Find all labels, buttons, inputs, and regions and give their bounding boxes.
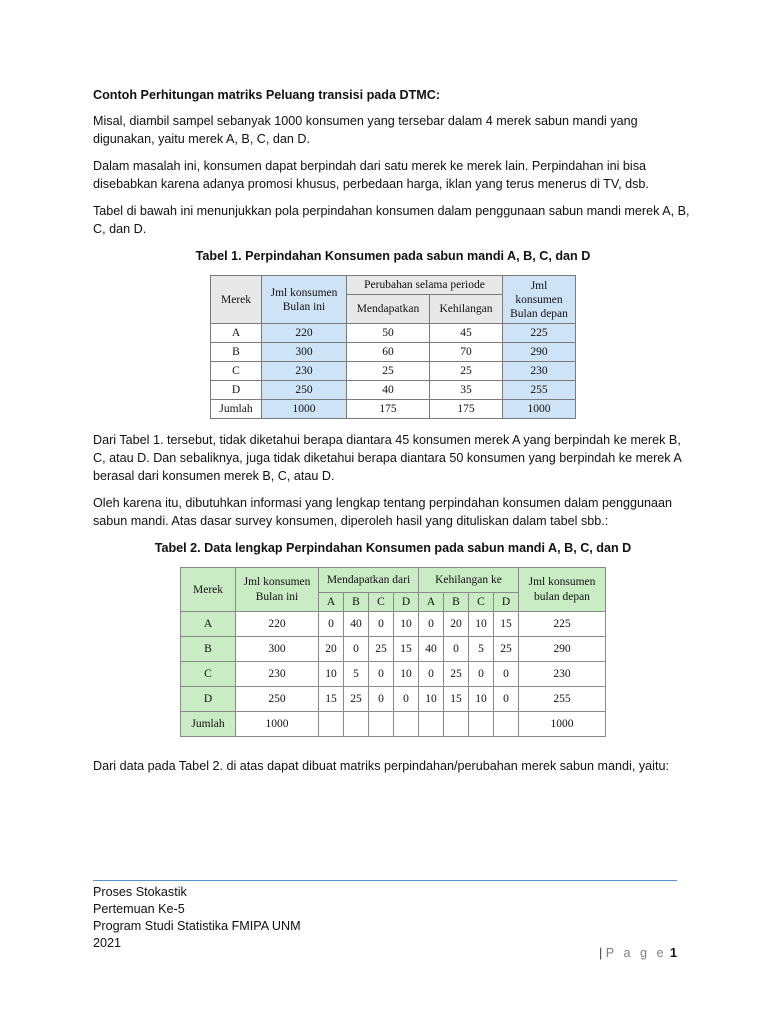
table1-cell: 250: [262, 381, 347, 400]
table2-cell: 40: [344, 612, 369, 637]
table2-cell: 40: [419, 637, 444, 662]
table2-cell: 0: [344, 637, 369, 662]
table1-cell: 1000: [503, 400, 576, 419]
table2-cell: B: [181, 637, 236, 662]
table2-cell: 290: [519, 637, 606, 662]
table1-cell: 1000: [262, 400, 347, 419]
table2-cell: 25: [344, 687, 369, 712]
table2-subheader: D: [394, 593, 419, 612]
table2-row: [181, 612, 606, 637]
table1-header-mendapatkan: Mendapatkan: [347, 295, 430, 324]
table1-cell: B: [211, 343, 262, 362]
table2-cell: 25: [494, 637, 519, 662]
table1-cell: 255: [503, 381, 576, 400]
table2-cell: 15: [319, 687, 344, 712]
table2-cell: 5: [469, 637, 494, 662]
table2-header-jml-depan: Jml konsumen bulan depan: [519, 568, 606, 612]
table2-cell: 230: [519, 662, 606, 687]
table2-cell: [319, 712, 344, 737]
table1-cell: 25: [430, 362, 503, 381]
table2-subheader: C: [469, 593, 494, 612]
table1-cell: 60: [347, 343, 430, 362]
page-label: P a g e: [605, 946, 667, 960]
table2-cell: 0: [319, 612, 344, 637]
table2-row: [181, 637, 606, 662]
paragraph-6: Dari data pada Tabel 2. di atas dapat dibuat matriks perpindahan/perubahan merek sabun mandi, yaitu:: [93, 759, 669, 773]
table2-cell: 10: [394, 612, 419, 637]
table2-cell: [344, 712, 369, 737]
table2-cell: 0: [394, 687, 419, 712]
table1-cell: 45: [430, 324, 503, 343]
table2-subheader: B: [444, 593, 469, 612]
table2-header-merek: Merek: [181, 568, 236, 612]
table1-cell: D: [211, 381, 262, 400]
table2-cell: [419, 712, 444, 737]
table2-row: [181, 712, 606, 737]
table2-cell: 0: [419, 662, 444, 687]
table1-cell: 290: [503, 343, 576, 362]
table2-cell: 1000: [236, 712, 319, 737]
table2-header-jml-ini: Jml konsumen Bulan ini: [236, 568, 319, 612]
table2-cell: [444, 712, 469, 737]
table2-subheader: B: [344, 593, 369, 612]
table1-cell: 40: [347, 381, 430, 400]
table2-cell: 0: [369, 687, 394, 712]
table2-cell: 225: [519, 612, 606, 637]
table1-cell: 175: [430, 400, 503, 419]
table1-row: [211, 362, 576, 381]
table2-cell: 10: [469, 687, 494, 712]
table1-row: [211, 381, 576, 400]
paragraph-5: Oleh karena itu, dibutuhkan informasi yang lengkap tentang perpindahan konsumen dalam penggunaan sabun mandi. Atas dasar survey konsumen, diperoleh hasil yang dituliskan dalam tabel sbb.:: [93, 496, 673, 528]
table2-cell: 25: [369, 637, 394, 662]
footer-meeting: Pertemuan Ke-5: [93, 902, 185, 916]
table2-row: [181, 687, 606, 712]
table2-cell: 255: [519, 687, 606, 712]
paragraph-3: Tabel di bawah ini menunjukkan pola perpindahan konsumen dalam penggunaan sabun mandi merek A, B, C, dan D.: [93, 204, 690, 236]
table1-row: [211, 324, 576, 343]
table2-header-mendapatkan-dari: Mendapatkan dari: [319, 568, 419, 593]
paragraph-2: Dalam masalah ini, konsumen dapat berpindah dari satu merek ke merek lain. Perpindahan ini bisa disebabkan karena adanya promosi khusus, perbedaan harga, iklan yang terus menerus di TV, dsb.: [93, 159, 649, 191]
table2-cell: [369, 712, 394, 737]
table1-cell: 35: [430, 381, 503, 400]
table2-cell: 0: [494, 687, 519, 712]
table2-cell: 25: [444, 662, 469, 687]
table2-cell: [469, 712, 494, 737]
table1-cell: Jumlah: [211, 400, 262, 419]
page-footer: [93, 880, 677, 952]
table1-header-kehilangan: Kehilangan: [430, 295, 503, 324]
table2-cell: D: [181, 687, 236, 712]
table2-cell: 10: [319, 662, 344, 687]
table1-caption: Tabel 1. Perpindahan Konsumen pada sabun mandi A, B, C, dan D: [195, 249, 591, 263]
table2-subheader: A: [419, 593, 444, 612]
paragraph-1: Misal, diambil sampel sebanyak 1000 konsumen yang tersebar dalam 4 merek sabun mandi yang digunakan, yaitu merek A, B, C, dan D.: [93, 114, 638, 146]
table1-row: [211, 400, 576, 419]
page-number-value: 1: [669, 946, 677, 960]
table2-cell: [394, 712, 419, 737]
table2-cell: 20: [444, 612, 469, 637]
table2: [180, 567, 606, 737]
footer-year: 2021: [93, 936, 122, 950]
table1-cell: 70: [430, 343, 503, 362]
table1-cell: 220: [262, 324, 347, 343]
table1-header-jml-depan: Jml konsumen Bulan depan: [503, 276, 576, 324]
table1-cell: A: [211, 324, 262, 343]
table2-cell: 300: [236, 637, 319, 662]
table2-cell: 0: [419, 612, 444, 637]
table1-cell: C: [211, 362, 262, 381]
table2-subheader: D: [494, 593, 519, 612]
table2-cell: 0: [369, 662, 394, 687]
table1-cell: 25: [347, 362, 430, 381]
table2-cell: 1000: [519, 712, 606, 737]
table2-cell: 0: [494, 662, 519, 687]
table2-cell: 15: [394, 637, 419, 662]
table2-header-kehilangan-ke: Kehilangan ke: [419, 568, 519, 593]
table2-cell: 15: [444, 687, 469, 712]
table1-header-jml-ini: Jml konsumen Bulan ini: [262, 276, 347, 324]
table2-cell: 20: [319, 637, 344, 662]
table1-cell: 300: [262, 343, 347, 362]
table2-cell: 220: [236, 612, 319, 637]
table1-header-merek: Merek: [211, 276, 262, 324]
table2-cell: C: [181, 662, 236, 687]
table1-row: [211, 343, 576, 362]
table2-cell: 10: [419, 687, 444, 712]
table2-cell: 10: [469, 612, 494, 637]
table1-cell: 225: [503, 324, 576, 343]
table2-cell: 0: [369, 612, 394, 637]
table2-cell: A: [181, 612, 236, 637]
document-title: Contoh Perhitungan matriks Peluang transisi pada DTMC:: [93, 88, 441, 102]
table2-subheader: A: [319, 593, 344, 612]
table1-cell: 230: [262, 362, 347, 381]
table1-cell: 175: [347, 400, 430, 419]
footer-course: Proses Stokastik: [93, 885, 187, 899]
table2-row: [181, 662, 606, 687]
table1-header-perubahan: Perubahan selama periode: [347, 276, 503, 295]
table1-cell: 50: [347, 324, 430, 343]
table2-cell: 5: [344, 662, 369, 687]
table2-cell: 0: [469, 662, 494, 687]
table2-cell: 230: [236, 662, 319, 687]
table1-cell: 230: [503, 362, 576, 381]
table2-subheader: C: [369, 593, 394, 612]
table1: [210, 275, 576, 419]
table2-cell: 10: [394, 662, 419, 687]
page-separator: |: [599, 946, 603, 960]
page-number: [599, 946, 677, 960]
paragraph-4: Dari Tabel 1. tersebut, tidak diketahui berapa diantara 45 konsumen merek A yang berpindah ke merek B, C, atau D. Dan sebaliknya, juga tidak diketahui berapa diantara 50 konsumen yang berpindah ke merek A berasal dari konsumen merek B, C, atau D.: [93, 433, 682, 483]
table2-cell: [494, 712, 519, 737]
footer-program: Program Studi Statistika FMIPA UNM: [93, 919, 301, 933]
table2-cell: 15: [494, 612, 519, 637]
table2-cell: 250: [236, 687, 319, 712]
table2-cell: 0: [444, 637, 469, 662]
document-body: [93, 86, 693, 784]
table2-caption: Tabel 2. Data lengkap Perpindahan Konsumen pada sabun mandi A, B, C, dan D: [154, 541, 632, 555]
table2-cell: Jumlah: [181, 712, 236, 737]
